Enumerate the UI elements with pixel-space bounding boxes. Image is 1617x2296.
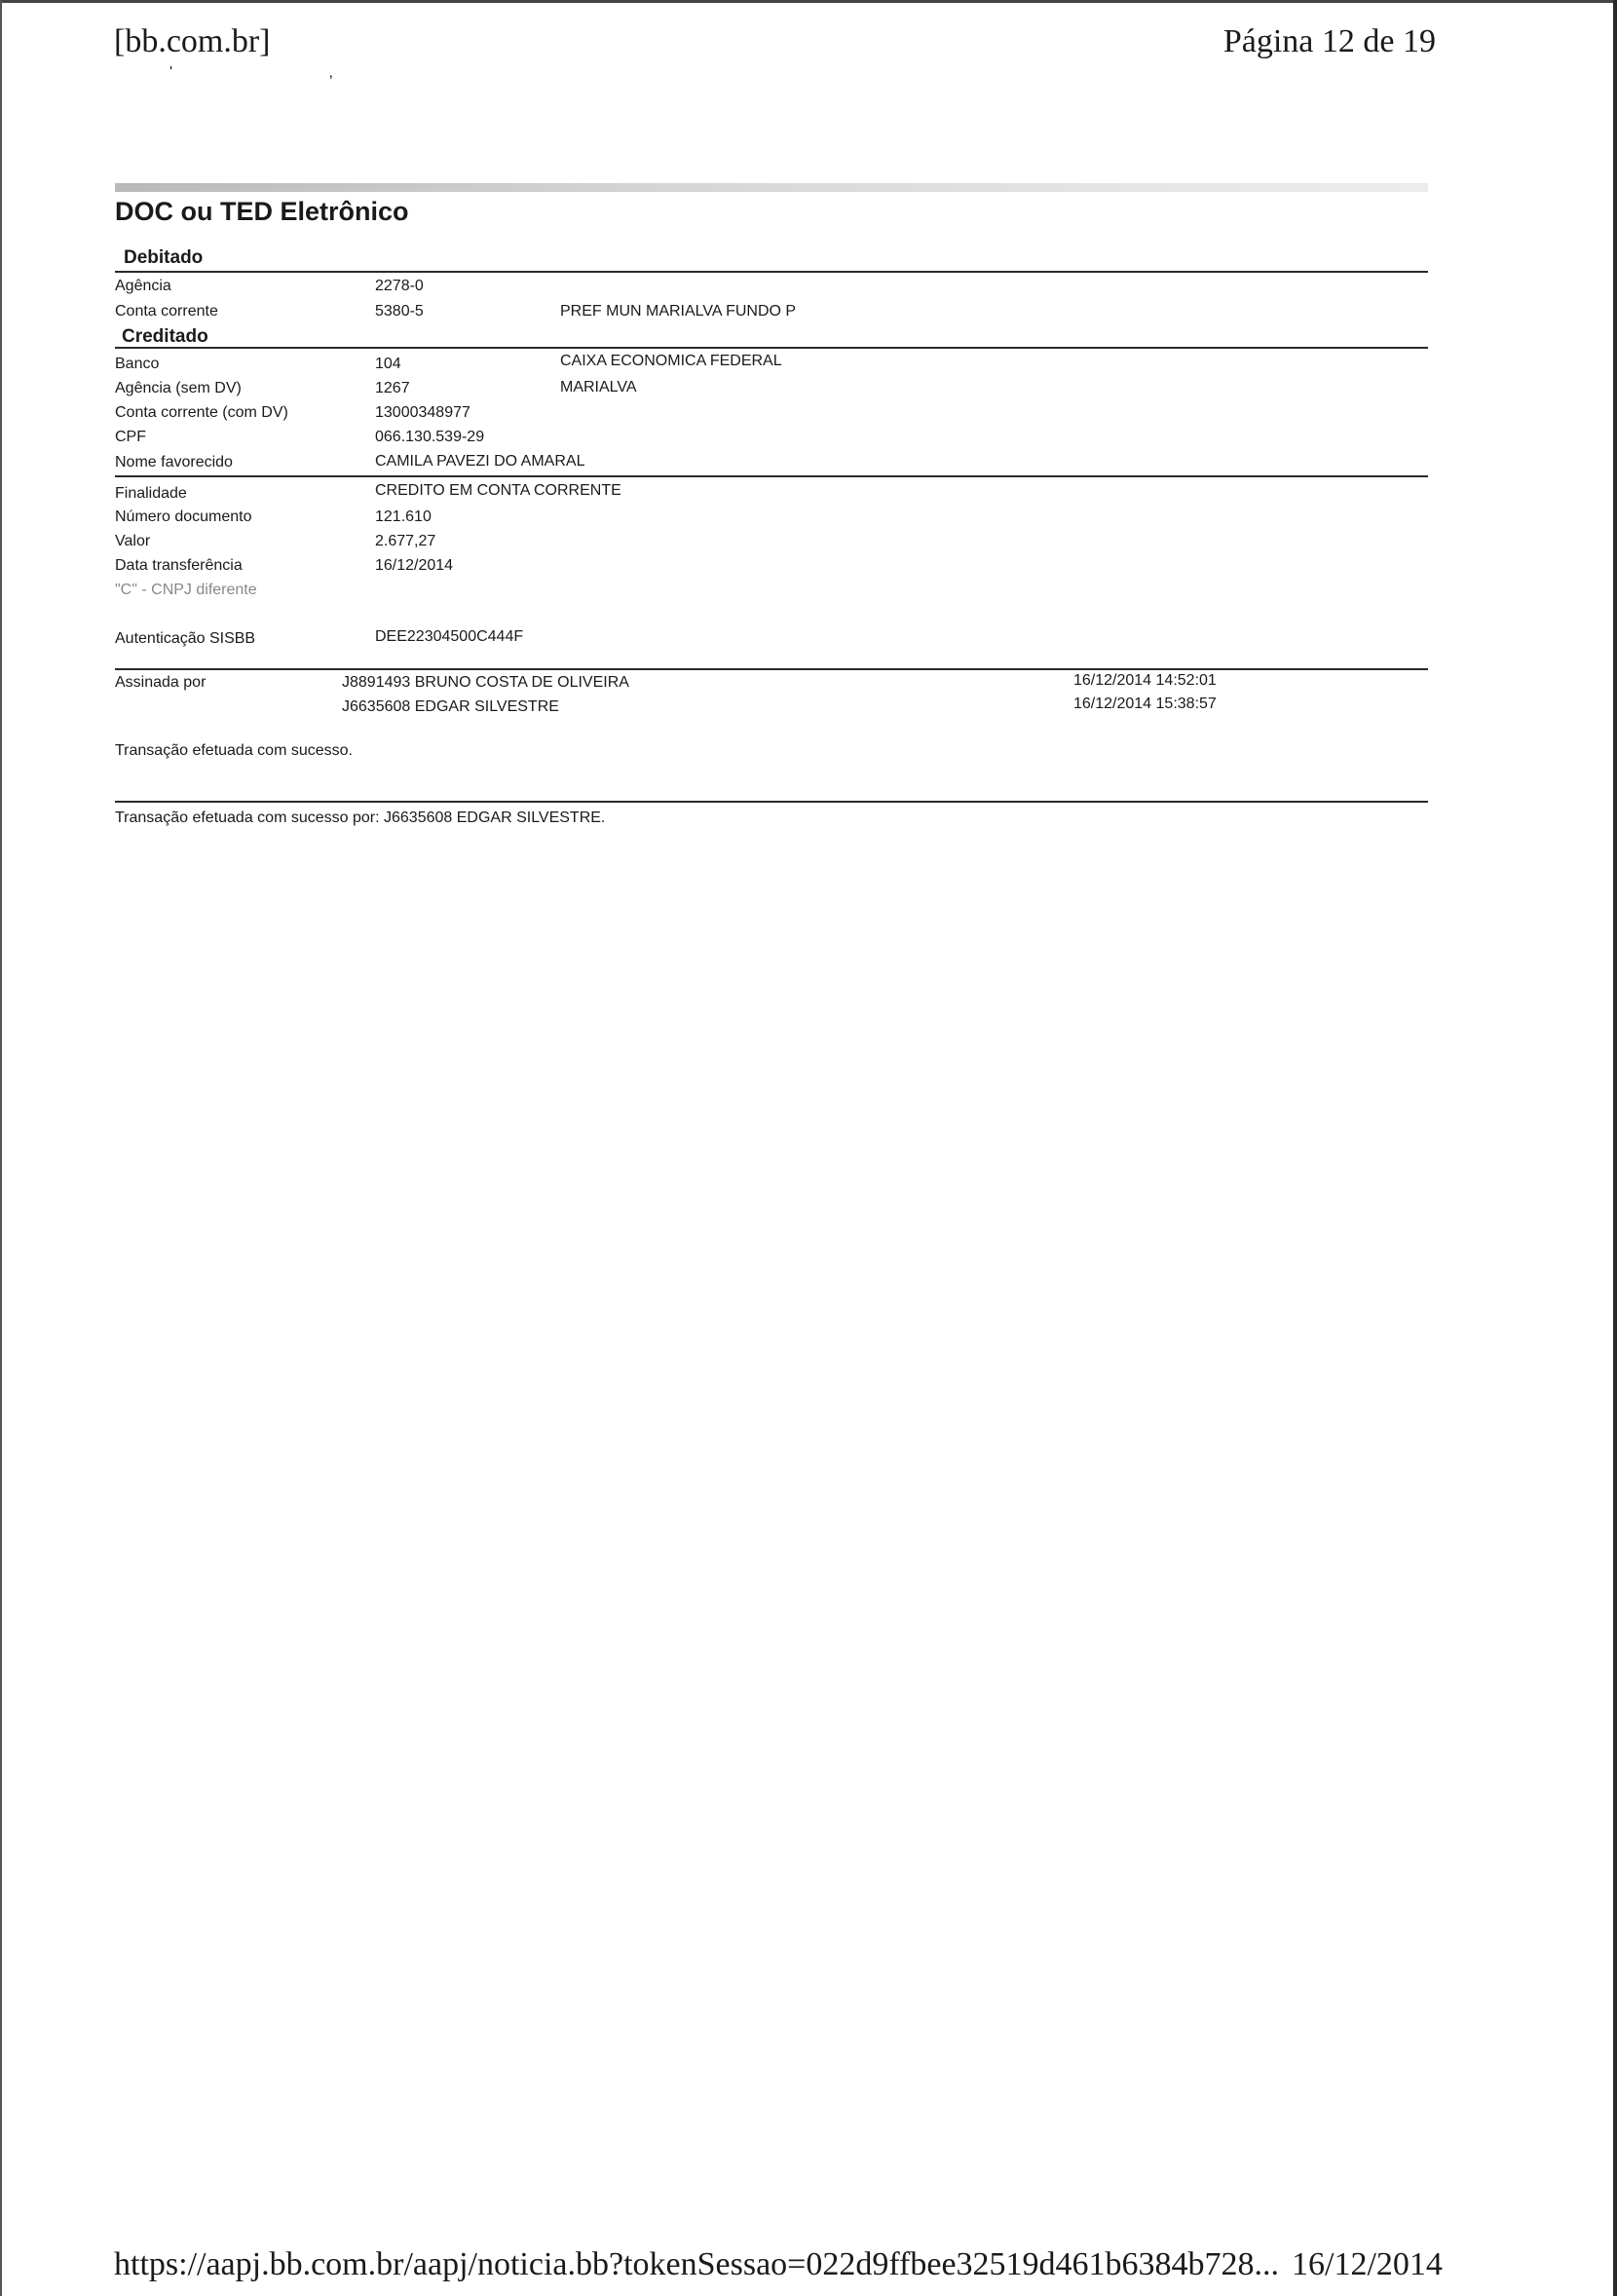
valor-label: Valor: [115, 533, 151, 549]
credit-agencia-value: 1267: [375, 380, 410, 396]
credit-conta-value: 13000348977: [375, 404, 470, 421]
credit-cpf-label: CPF: [115, 429, 146, 445]
debit-agencia-value: 2278-0: [375, 278, 424, 294]
divider: [115, 347, 1428, 349]
divider: [115, 801, 1428, 803]
debit-conta-label: Conta corrente: [115, 303, 218, 320]
scan-left-edge: [0, 0, 2, 2296]
autenticacao-label: Autenticação SISBB: [115, 630, 256, 647]
finalidade-value: CREDITO EM CONTA CORRENTE: [375, 482, 621, 499]
valor-value: 2.677,27: [375, 533, 436, 549]
divider: [115, 271, 1428, 273]
divider: [115, 668, 1428, 670]
finalidade-label: Finalidade: [115, 485, 187, 502]
status-by-message: Transação efetuada com sucesso por: J6635608 EDGAR SILVESTRE.: [115, 809, 606, 826]
credit-agencia-label: Agência (sem DV): [115, 380, 242, 396]
signer-datetime: 16/12/2014 15:38:57: [1073, 696, 1217, 712]
credit-agencia-name: MARIALVA: [560, 379, 637, 395]
credit-banco-label: Banco: [115, 356, 160, 372]
footer-date: 16/12/2014: [1292, 2246, 1443, 2282]
numero-documento-label: Número documento: [115, 508, 252, 525]
title-band: [115, 183, 1428, 192]
section-debitado: Debitado: [124, 247, 204, 268]
header-page-number: Página 12 de 19: [1222, 23, 1436, 59]
scan-top-edge: [0, 0, 1617, 3]
credit-banco-value: 104: [375, 356, 401, 372]
debit-agencia-label: Agência: [115, 278, 171, 294]
section-creditado: Creditado: [122, 326, 208, 347]
credit-nome-value: CAMILA PAVEZI DO AMARAL: [375, 453, 585, 470]
page-title: DOC ou TED Eletrônico: [115, 197, 409, 226]
cnpj-note: "C" - CNPJ diferente: [115, 582, 257, 598]
credit-banco-name: CAIXA ECONOMICA FEDERAL: [560, 353, 782, 369]
debit-conta-value: 5380-5: [375, 303, 424, 320]
header-marks: ' ,: [169, 64, 409, 81]
status-message: Transação efetuada com sucesso.: [115, 742, 353, 759]
signer-name: J8891493 BRUNO COSTA DE OLIVEIRA: [342, 674, 629, 691]
divider: [115, 475, 1428, 477]
signer-name: J6635608 EDGAR SILVESTRE: [342, 698, 559, 715]
credit-cpf-value: 066.130.539-29: [375, 429, 485, 445]
footer-url: https://aapj.bb.com.br/aapj/noticia.bb?tokenSessao=022d9ffbee32519d461b6384b728...: [114, 2246, 1280, 2282]
autenticacao-value: DEE22304500C444F: [375, 628, 524, 645]
data-transferencia-value: 16/12/2014: [375, 557, 454, 574]
signer-datetime: 16/12/2014 14:52:01: [1073, 672, 1217, 689]
assinada-label: Assinada por: [115, 674, 207, 691]
header-site: [bb.com.br]: [114, 23, 271, 59]
credit-nome-label: Nome favorecido: [115, 454, 233, 470]
debit-conta-name: PREF MUN MARIALVA FUNDO P: [560, 303, 797, 320]
credit-conta-label: Conta corrente (com DV): [115, 404, 288, 421]
scan-right-edge: [1613, 0, 1617, 2296]
numero-documento-value: 121.610: [375, 508, 432, 525]
data-transferencia-label: Data transferência: [115, 557, 243, 574]
